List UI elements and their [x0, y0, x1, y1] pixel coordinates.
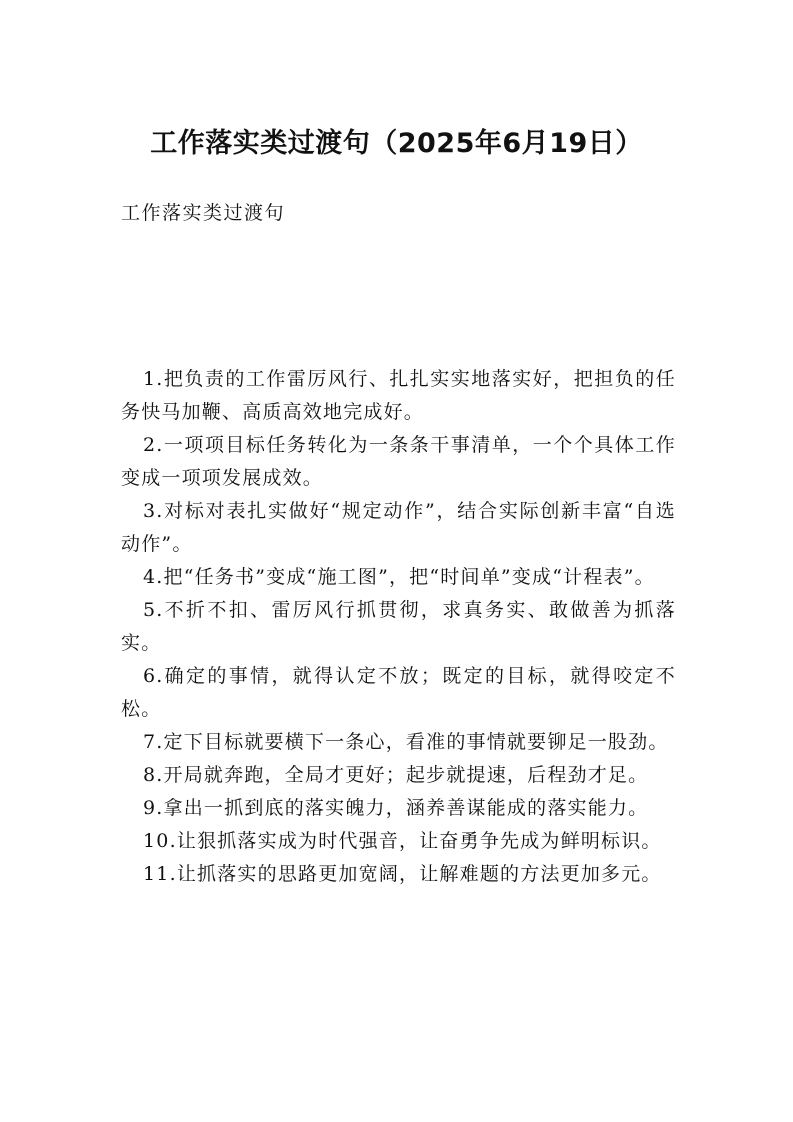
- document-title: 工作落实类过渡句（2025年6月19日）: [150, 128, 643, 159]
- list-item: 6.确定的事情，就得认定不放；既定的目标，就得咬定不松。: [121, 665, 676, 720]
- list-item: 10.让狠抓落实成为时代强音，让奋勇争先成为鲜明标识。: [143, 830, 662, 852]
- list-item: 4.把“任务书”变成“施工图”，把“时间单”变成“计程表”。: [143, 566, 655, 588]
- list-item: 8.开局就奔跑，全局才更好；起步就提速，后程劲才足。: [143, 764, 649, 786]
- list-item: 1.把负责的工作雷厉风行、扎扎实实地落实好，把担负的任务快马加鞭、高质高效地完成好。: [121, 368, 676, 423]
- list-item: 5.不折不扣、雷厉风行抓贯彻，求真务实、敢做善为抓落实。: [121, 599, 676, 654]
- list-item: 7.定下目标就要横下一条心，看准的事情就要铆足一股劲。: [143, 731, 669, 753]
- document-subtitle: 工作落实类过渡句: [121, 202, 286, 224]
- sentence-list: [121, 363, 676, 891]
- list-item: 9.拿出一抓到底的落实魄力，涵养善谋能成的落实能力。: [143, 797, 649, 819]
- list-item: 3.对标对表扎实做好“规定动作”，结合实际创新丰富“自选动作”。: [121, 500, 676, 555]
- list-item: 2.一项项目标任务转化为一条条干事清单，一个个具体工作变成一项项发展成效。: [121, 434, 676, 489]
- list-item: 11.让抓落实的思路更加宽阔，让解难题的方法更加多元。: [143, 863, 662, 885]
